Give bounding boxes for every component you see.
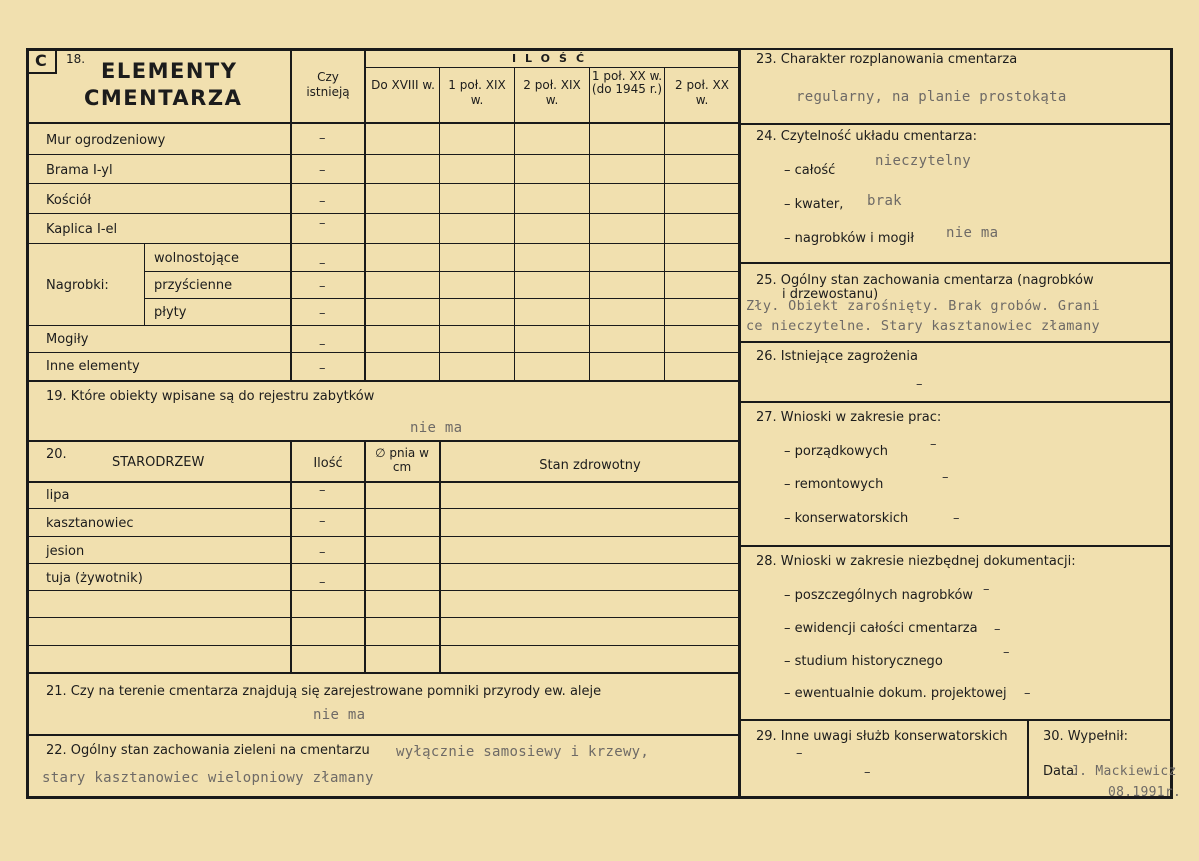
s28-mark: – [1024,686,1031,701]
s18-row-inne: Inne elementy [46,359,140,374]
s18-row-kosciol: Kościół [46,193,92,208]
s18-vline-col5 [664,68,665,381]
s20-hline-r6 [28,645,739,646]
s27-item-porzadkowych: – porządkowych [784,444,888,459]
s20-vline-health [439,441,441,673]
s18-hline-sub2 [144,298,739,299]
s22-value-line2: stary kasztanowiec wielopniowy złamany [42,770,374,786]
s18-exists-mark: – [319,194,326,209]
s20-hline-r2 [28,536,739,537]
s18-hline-r5 [28,325,739,326]
s18-nagrobki-przyscienne: przyścienne [154,278,233,293]
s28-item-studium: – studium historycznego [784,654,943,669]
s18-title-line2: CMENTARZA [84,86,243,110]
s24-value-nagrobkow: nie ma [946,225,999,241]
s20-hline-header [28,481,739,483]
s18-nagrobki-label: Nagrobki: [46,278,109,293]
s30-data-label: Data: [1043,764,1079,779]
s19-bottom [28,440,739,442]
s18-nagrobki-wolnostojace: wolnostojące [154,251,239,266]
s21-bottom [28,734,739,736]
s20-qty-mark: – [319,483,326,498]
right-frame-top [740,48,1172,50]
s24-item-calosc: – całość [784,163,836,178]
s20-qty-mark: – [319,575,326,590]
s26-label: 26. Istniejące zagrożenia [756,349,918,364]
s20-col-diam: ∅ pnia w cm [375,446,429,474]
s25-value-line1: Zły. Obiekt zarośnięty. Brak grobów. Grani [746,298,1100,314]
s18-exists-mark: – [319,279,326,294]
s24-value-kwater: brak [867,193,902,209]
s28-bottom [740,719,1171,721]
s23-value: regularny, na planie prostokąta [796,89,1067,105]
s18-col-do-xviii: Do XVIII w. [371,78,435,92]
s28-item-ewidencji: – ewidencji całości cmentarza [784,621,978,636]
s18-hline-r1 [28,154,739,155]
s18-exists-mark: – [319,361,326,376]
s28-item-projektowej: – ewentualnie dokum. projektowej [784,686,1007,701]
section-letter: C [35,51,47,70]
s24-label: 24. Czytelność układu cmentarza: [756,129,978,144]
s18-number: 18. [66,52,86,66]
s18-hline-r3 [28,213,739,214]
s18-exists-mark: – [319,163,326,178]
s18-col-group-ilosc: ILOŚĆ [511,52,594,65]
s20-hline-r5 [28,617,739,618]
s18-vline-col1 [364,50,366,381]
s30-date: 08.1991r. [1108,785,1182,800]
s18-vline-col4 [589,68,590,381]
s20-tree-kasztanowiec: kasztanowiec [46,516,134,531]
s18-col-1pol-xx: 1 poł. XX w. (do 1945 r.) [591,69,663,96]
s20-vline-diam [364,441,366,673]
s30-label: 30. Wypełnił: [1043,729,1128,744]
s18-col-2pol-xix: 2 poł. XIX w. [523,78,581,107]
s24-item-kwater: – kwater, [784,197,844,212]
s20-tree-tuja: tuja (żywotnik) [46,571,143,586]
right-frame-right [1170,48,1173,798]
s20-hline-end [28,672,739,674]
s22-label: 22. Ogólny stan zachowania zieleni na cmentarzu [46,743,370,758]
s18-vline-col2 [439,68,440,381]
s27-item-konserwatorskich: – konserwatorskich [784,511,909,526]
s21-value: nie ma [313,707,366,723]
s18-row-brama: Brama I-yl [46,163,113,178]
s28-item-nagrobkow: – poszczególnych nagrobków [784,588,974,603]
s19-label: 19. Które obiekty wpisane są do rejestru zabytków [46,389,375,404]
s18-hline-r6 [28,352,739,353]
s18-hline-r4 [28,243,739,244]
s20-hline-r4 [28,590,739,591]
s18-hline-end [28,380,739,382]
s29-mark: – [796,746,803,761]
s25-label-line1: 25. Ogólny stan zachowania cmentarza (nagrobków [756,273,1094,288]
s18-exists-mark: – [319,306,326,321]
s22-value-line1: wyłącznie samosiewy i krzewy, [396,744,650,760]
s18-hline-ilosc [365,67,740,68]
s20-hline-r3 [28,563,739,564]
s29-s30-divider [1027,720,1029,797]
s21-label: 21. Czy na terenie cmentarza znajdują się zarejestrowane pomniki przyrody ew. aleje [46,684,602,699]
s26-value: – [916,377,923,392]
s28-mark: – [1003,645,1010,660]
s18-col-exists: Czy istnieją [306,70,350,99]
s18-row-mur: Mur ogrodzeniowy [46,133,166,148]
s20-col-health: Stan zdrowotny [539,458,641,473]
s20-tree-jesion: jesion [46,544,85,559]
s20-qty-mark: – [319,514,326,529]
s20-tree-lipa: lipa [46,488,70,503]
s26-bottom [740,401,1171,403]
s18-exists-mark: – [319,216,326,231]
s18-hline-sub1 [144,271,739,272]
s18-exists-mark: – [319,337,326,352]
s18-hline-r2 [28,183,739,184]
s18-title-line1: ELEMENTY [101,59,238,83]
s29-mark: – [864,765,871,780]
s27-mark: – [953,511,960,526]
s18-col-1pol-xix: 1 poł. XIX w. [448,78,506,107]
s18-row-kaplica: Kaplica I-el [46,222,118,237]
s20-hline-r1 [28,508,739,509]
left-frame-left [26,48,29,798]
s27-mark: – [930,437,937,452]
s18-exists-mark: – [319,131,326,146]
s30-signer: J. Mackiewicz [1071,764,1177,779]
s20-qty-mark: – [319,545,326,560]
s24-item-nagrobkow: – nagrobków i mogił [784,231,915,246]
s28-mark: – [983,582,990,597]
left-frame-right [738,48,741,798]
s28-label: 28. Wnioski w zakresie niezbędnej dokumentacji: [756,554,1076,569]
s27-bottom [740,545,1171,547]
s23-label: 23. Charakter rozplanowania cmentarza [756,52,1018,67]
s20-title: STARODRZEW [112,455,205,470]
s23-bottom [740,123,1171,125]
s27-label: 27. Wnioski w zakresie prac: [756,410,942,425]
s20-number: 20. [46,447,67,462]
s19-value: nie ma [410,420,463,436]
s27-item-remontowych: – remontowych [784,477,884,492]
s18-vline-exists [290,50,292,381]
s25-label-line2: i drzewostanu) [782,287,879,302]
s25-value-line2: ce nieczytelne. Stary kasztanowiec złamany [746,318,1100,334]
s18-nagrobki-plyty: płyty [154,305,187,320]
s18-row-mogily: Mogiły [46,332,89,347]
s18-col-2pol-xx: 2 poł. XX w. [675,78,729,107]
s20-vline-qty [290,441,292,673]
s18-vline-col3 [514,68,515,381]
s18-hline-header [28,122,739,124]
s18-exists-mark: – [319,256,326,271]
s29-label: 29. Inne uwagi służb konserwatorskich [756,729,1008,744]
s27-mark: – [942,470,949,485]
s28-mark: – [994,622,1001,637]
s24-bottom [740,262,1171,264]
s25-bottom [740,341,1171,343]
s20-col-qty: Ilość [313,456,343,471]
s24-value-calosc: nieczytelny [875,153,972,169]
left-frame-bottom [26,796,741,799]
s18-vline-nagrobki [144,244,145,326]
